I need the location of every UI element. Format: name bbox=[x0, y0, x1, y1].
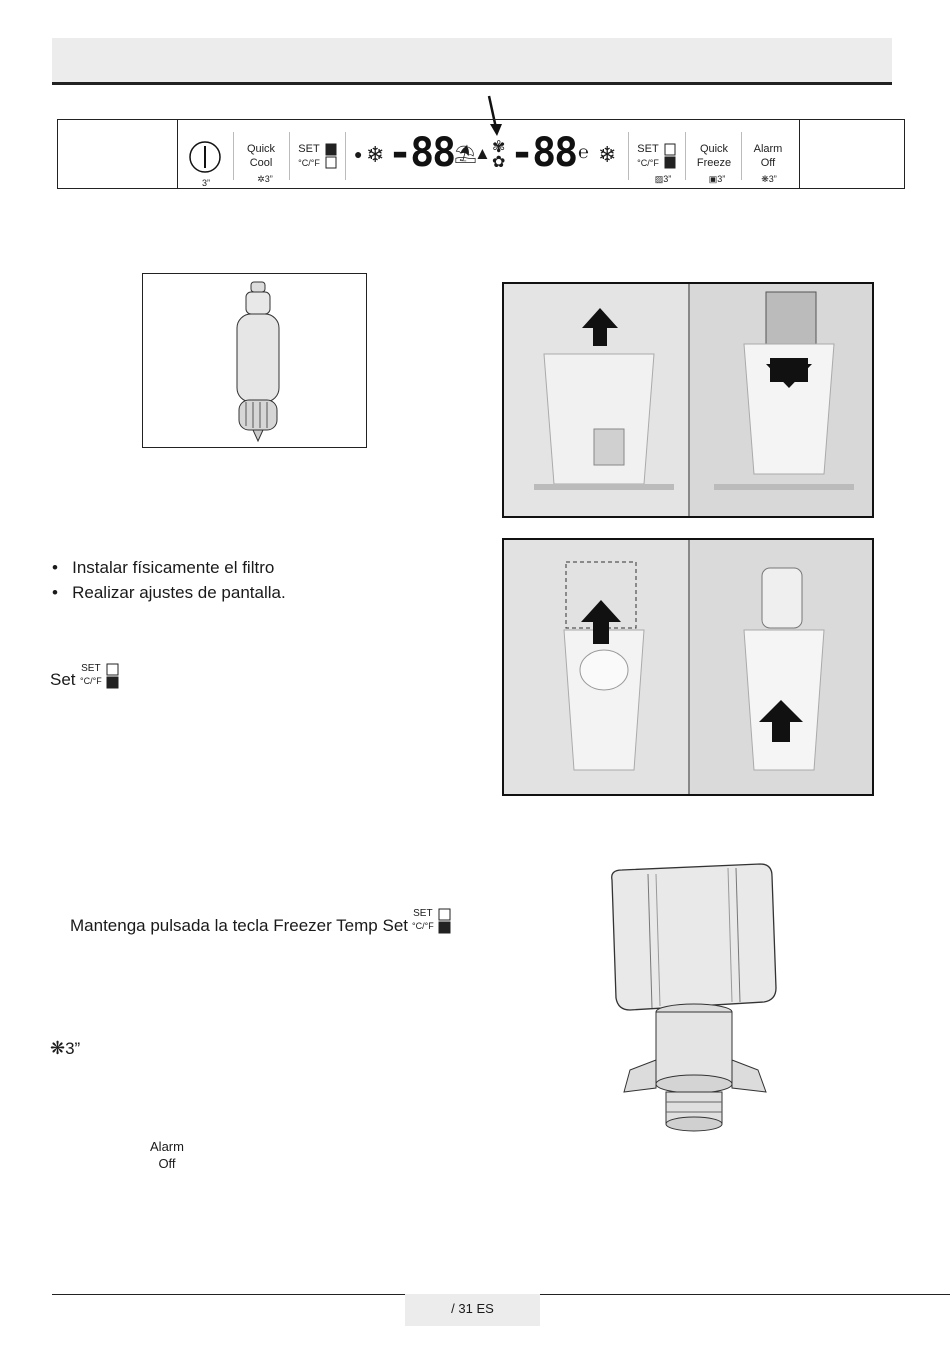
fridge-unit-label: °C/°F bbox=[298, 158, 320, 168]
set-prefix: Set bbox=[50, 670, 76, 689]
compartment-open-drawing bbox=[504, 284, 872, 516]
freezer-set-key-unit: °C/°F bbox=[412, 921, 434, 931]
alarm-time-row bbox=[754, 172, 784, 186]
freezer-unit-label: °C/°F bbox=[637, 158, 659, 168]
alarm-off-key bbox=[140, 1138, 194, 1172]
freezer-set-label: SET bbox=[637, 143, 659, 155]
eco-icon: ℮ bbox=[578, 142, 589, 162]
power-time: 3” bbox=[201, 178, 210, 188]
filter-icon: ✾ ✿ bbox=[492, 139, 506, 171]
header-bar bbox=[52, 38, 892, 85]
filter-cartridge-drawing bbox=[143, 274, 366, 447]
alarm-icon-row bbox=[50, 1038, 80, 1059]
vacation-icon: ⛱ bbox=[454, 144, 477, 164]
alarm-off-line2: Off bbox=[760, 157, 776, 169]
fridge-set-button[interactable] bbox=[294, 142, 324, 170]
fridge-set-label: SET bbox=[298, 143, 320, 155]
warning-icon: ▲ bbox=[474, 144, 491, 163]
bullet-list bbox=[52, 558, 286, 603]
bullet-item: • Instalar físicamente el filtro bbox=[52, 558, 275, 577]
filter-reset-icon: ▨ bbox=[654, 174, 664, 184]
quick-freeze-time-row bbox=[702, 172, 732, 186]
bullet-text-2: Realizar ajustes de pantalla. bbox=[72, 583, 286, 602]
filter-compartment-photo-2 bbox=[502, 538, 874, 796]
alarm-key-line2: Off bbox=[158, 1156, 176, 1171]
temp-bar-icon bbox=[438, 908, 452, 936]
lock-icon: ❋ bbox=[50, 1038, 66, 1058]
page-number: / 31 ES bbox=[405, 1294, 540, 1326]
freezer-set-button[interactable] bbox=[633, 142, 663, 170]
snowflake-icon: ❄ bbox=[366, 142, 385, 167]
snowflake-icon: ❄ bbox=[598, 142, 617, 167]
filter-housing-drawing bbox=[600, 860, 785, 1140]
quick-freeze-button[interactable] bbox=[691, 142, 737, 170]
set-instruction bbox=[50, 670, 76, 690]
freezer-set-time: 3” bbox=[663, 174, 672, 184]
alarm-off-line1: Alarm bbox=[753, 143, 783, 155]
freezer-temp-display: -88 bbox=[510, 130, 577, 176]
set-key-unit: °C/°F bbox=[80, 676, 102, 686]
set-key-icon bbox=[80, 663, 102, 687]
ice-icon: ▣ bbox=[708, 174, 718, 184]
freezer-set-key-label: SET bbox=[413, 908, 433, 919]
alarm-key-line1: Alarm bbox=[150, 1139, 184, 1154]
filter-insertion-drawing bbox=[504, 540, 872, 794]
fridge-temp-display: -88 bbox=[388, 130, 455, 176]
quick-cool-line2: Cool bbox=[249, 157, 273, 169]
temp-bar-icon bbox=[325, 143, 337, 171]
control-panel bbox=[57, 119, 905, 189]
quick-cool-line1: Quick bbox=[246, 143, 276, 155]
alarm-icon-time: 3” bbox=[65, 1039, 81, 1058]
quick-cool-time: 3” bbox=[264, 174, 273, 184]
quick-cool-button[interactable] bbox=[240, 142, 282, 170]
dot-indicator: ● bbox=[354, 146, 363, 162]
quick-freeze-time: 3” bbox=[717, 174, 726, 184]
quick-freeze-line2: Freeze bbox=[696, 157, 732, 169]
freezer-set-time-row bbox=[648, 172, 678, 186]
temp-bar-icon bbox=[106, 663, 120, 691]
power-icon[interactable] bbox=[188, 140, 222, 174]
freezer-set-key-icon bbox=[412, 908, 434, 932]
bullet-text-1: Instalar físicamente el filtro bbox=[72, 558, 275, 577]
set-key-label: SET bbox=[81, 663, 101, 674]
filter-cartridge-figure bbox=[142, 273, 367, 448]
hold-instruction: Mantenga pulsada la tecla Freezer Temp Set bbox=[70, 916, 408, 935]
quick-cool-time-row bbox=[250, 172, 280, 186]
alarm-off-button[interactable] bbox=[745, 142, 791, 170]
temp-bar-icon bbox=[664, 143, 676, 171]
alarm-time: 3” bbox=[768, 174, 777, 184]
quick-cool-icon: ✲ bbox=[257, 174, 265, 184]
quick-freeze-line1: Quick bbox=[699, 143, 729, 155]
bullet-item: • Realizar ajustes de pantalla. bbox=[52, 583, 286, 602]
lock-icon: ❋ bbox=[761, 174, 769, 184]
filter-compartment-photo-1 bbox=[502, 282, 874, 518]
